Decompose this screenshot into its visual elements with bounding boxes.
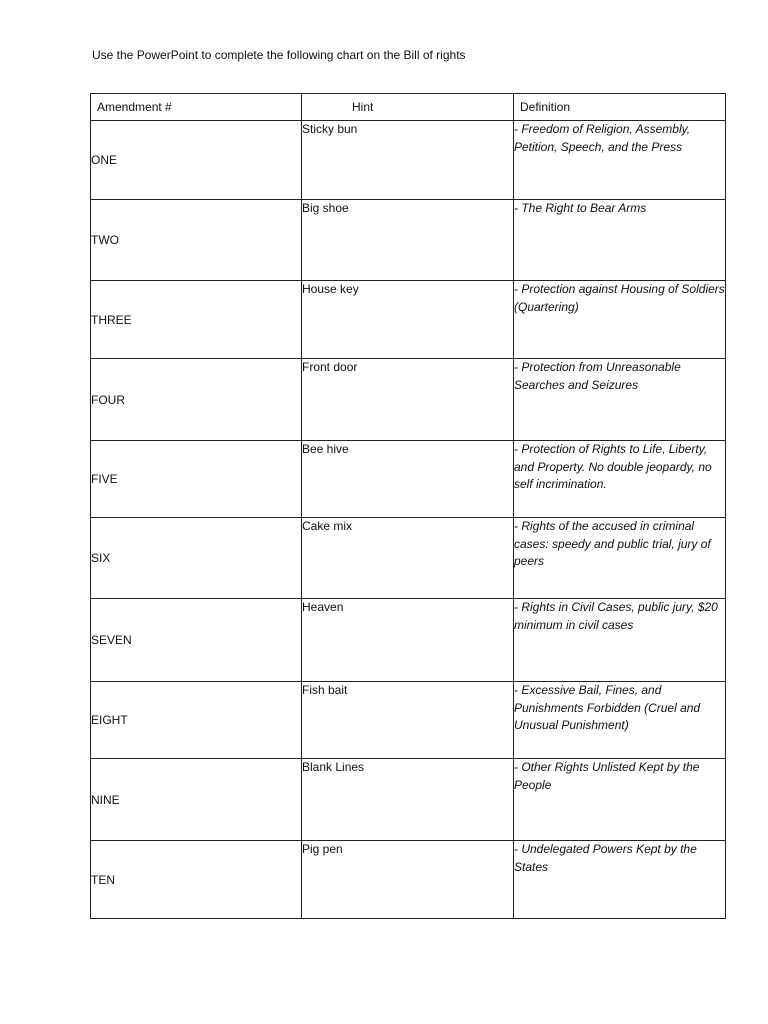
table-row (91, 759, 726, 841)
definition-cell: - Protection from Unreasonable Searches and Seizures (514, 359, 726, 441)
hint-cell: Bee hive (302, 441, 514, 518)
amendment-cell: ONE (91, 121, 302, 200)
table-row (91, 599, 726, 682)
table-row (91, 281, 726, 359)
amendment-cell: NINE (91, 759, 302, 841)
header-hint (302, 94, 514, 121)
definition-cell: - Rights in Civil Cases, public jury, $20 minimum in civil cases (514, 599, 726, 682)
hint-cell: Cake mix (302, 518, 514, 599)
definition-cell: - Undelegated Powers Kept by the States (514, 841, 726, 919)
header-definition-label: Definition (520, 100, 571, 114)
definition-cell: - Rights of the accused in criminal cases: speedy and public trial, jury of peers (514, 518, 726, 599)
hint-cell: Fish bait (302, 682, 514, 759)
table-row (91, 441, 726, 518)
definition-cell: - Protection against Housing of Soldiers (Quartering) (514, 281, 726, 359)
hint-cell: Big shoe (302, 200, 514, 281)
amendment-cell: TWO (91, 200, 302, 281)
definition-cell: - Protection of Rights to Life, Liberty, and Property. No double jeopardy, no self incrimination. (514, 441, 726, 518)
table-header-row (91, 94, 726, 121)
table-row (91, 682, 726, 759)
definition-cell: - Freedom of Religion, Assembly, Petition, Speech, and the Press (514, 121, 726, 200)
definition-cell: - The Right to Bear Arms (514, 200, 726, 281)
header-definition (514, 94, 726, 121)
amendment-cell: TEN (91, 841, 302, 919)
hint-cell: Front door (302, 359, 514, 441)
bill-of-rights-table (90, 93, 726, 919)
hint-cell: Sticky bun (302, 121, 514, 200)
hint-cell: Heaven (302, 599, 514, 682)
definition-cell: - Excessive Bail, Fines, and Punishments Forbidden (Cruel and Unusual Punishment) (514, 682, 726, 759)
definition-cell: - Other Rights Unlisted Kept by the People (514, 759, 726, 841)
table-row (91, 121, 726, 200)
amendment-cell: THREE (91, 281, 302, 359)
table-row (91, 359, 726, 441)
amendment-cell: FOUR (91, 359, 302, 441)
amendment-cell: SEVEN (91, 599, 302, 682)
hint-cell: Blank Lines (302, 759, 514, 841)
hint-cell: Pig pen (302, 841, 514, 919)
instructions-heading: Use the PowerPoint to complete the following chart on the Bill of rights (92, 48, 466, 62)
table-row (91, 841, 726, 919)
amendment-cell: FIVE (91, 441, 302, 518)
amendment-cell: SIX (91, 518, 302, 599)
header-amendment-label: Amendment # (97, 100, 172, 114)
hint-cell: House key (302, 281, 514, 359)
table-row (91, 518, 726, 599)
amendment-cell: EIGHT (91, 682, 302, 759)
table-row (91, 200, 726, 281)
header-hint-label: Hint (352, 100, 374, 114)
header-amendment (91, 94, 302, 121)
